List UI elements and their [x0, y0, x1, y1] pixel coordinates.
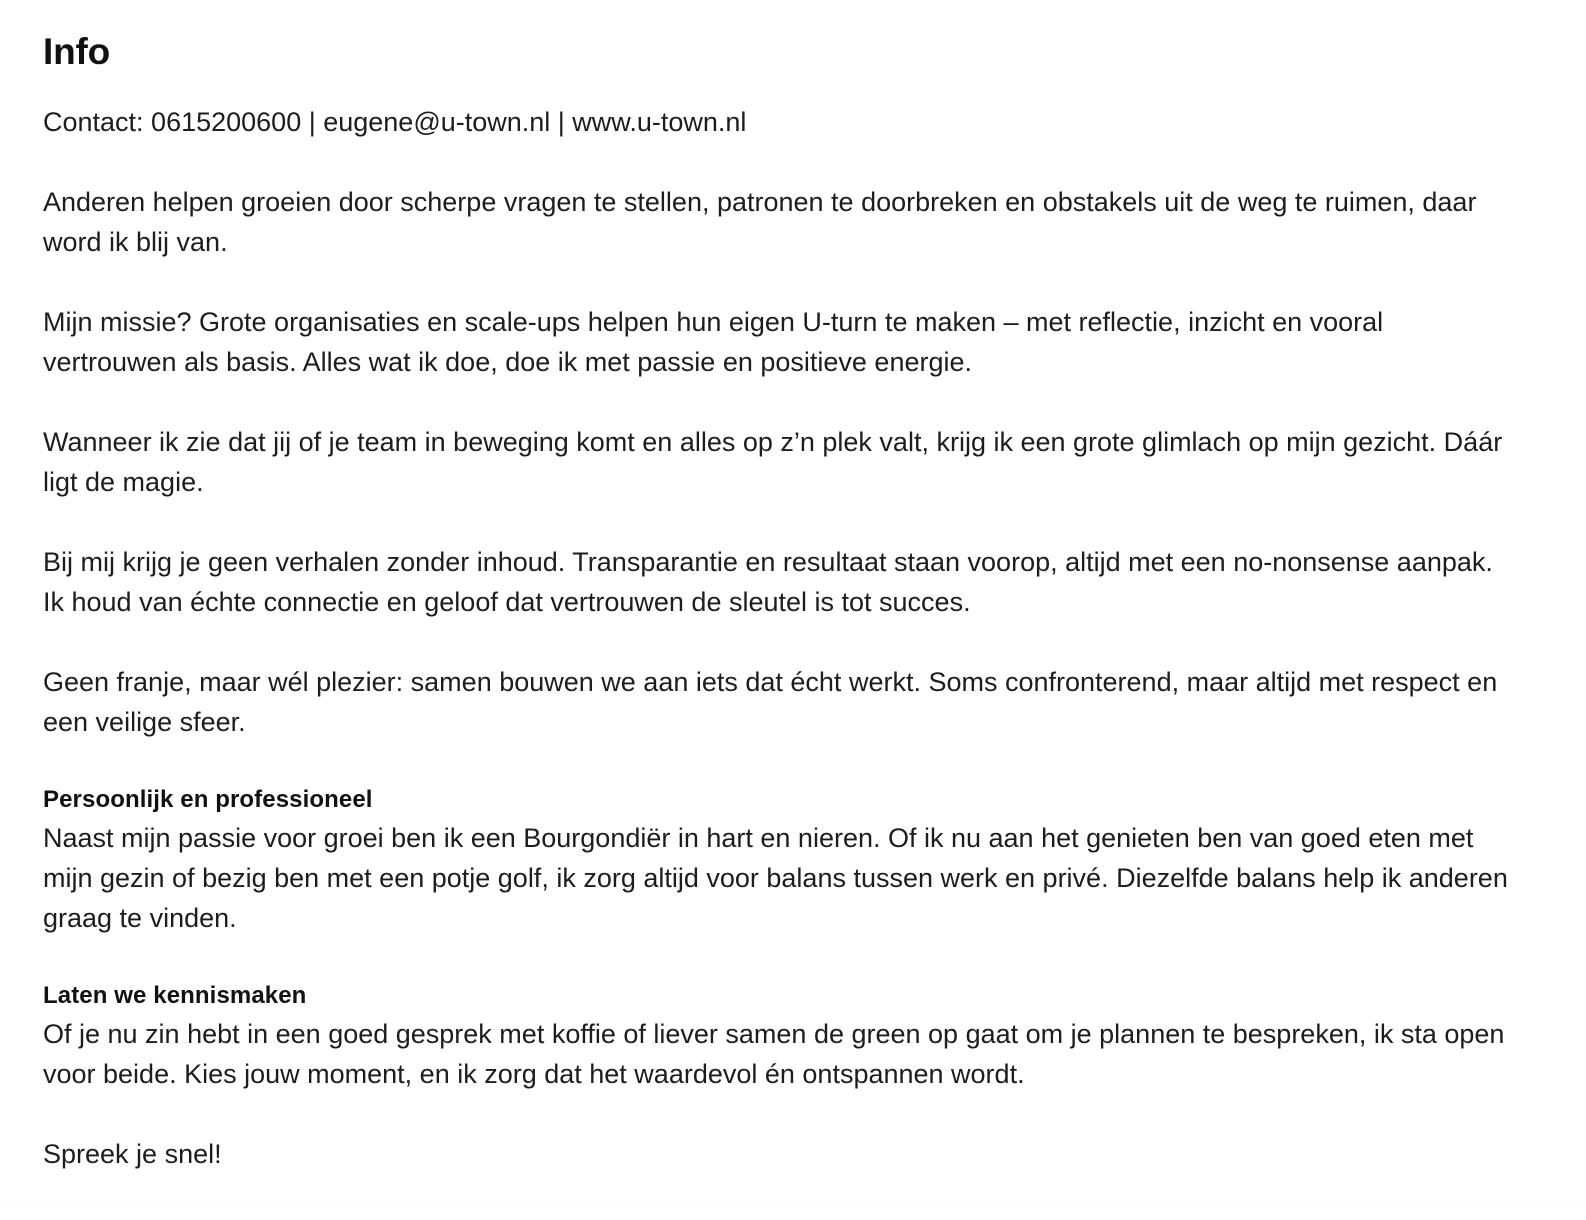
paragraph-magic: Wanneer ik zie dat jij of je team in beweging komt en alles op z’n plek valt, krijg ik een grote glimlach op mijn gezicht. Dáár ligt de magie.: [43, 427, 1503, 497]
spacer: [43, 938, 1514, 978]
closing-line: Spreek je snel!: [43, 1139, 222, 1169]
spacer: [43, 502, 1514, 542]
bottom-divider: [0, 1202, 1586, 1203]
spacer: [43, 142, 1514, 182]
paragraph-atmosphere: Geen franje, maar wél plezier: samen bouwen we aan iets dat écht werkt. Soms confronterend, maar altijd met respect en een veilige sfeer.: [43, 667, 1498, 737]
paragraph-approach: Bij mij krijg je geen verhalen zonder inhoud. Transparantie en resultaat staan voorop, altijd met een no-nonsense aanpak. Ik houd van échte connectie en geloof dat vertrouwen de sleutel is tot succes.: [43, 547, 1493, 617]
paragraph-intro: Anderen helpen groeien door scherpe vragen te stellen, patronen te doorbreken en obstakels uit de weg te ruimen, daar word ik blij van.: [43, 187, 1477, 257]
section-lets-meet: [43, 978, 1514, 1094]
contact-line: Contact: 0615200600 | eugene@u-town.nl | www.u-town.nl: [43, 107, 747, 137]
page-title: Info: [43, 31, 111, 72]
section-body-personal-professional: Naast mijn passie voor groei ben ik een Bourgondiër in hart en nieren. Of ik nu aan het genieten ben van goed eten met mijn gezin of bezig ben met een potje golf, ik zorg altijd voor balans tussen werk en privé. Diezelfde balans help ik anderen graag te vinden.: [43, 823, 1508, 933]
section-heading-personal-professional: Persoonlijk en professioneel: [43, 786, 373, 813]
spacer: [43, 622, 1514, 662]
paragraph-mission: Mijn missie? Grote organisaties en scale-ups helpen hun eigen U-turn te maken – met reflectie, inzicht en vooral vertrouwen als basis. Alles wat ik doe, doe ik met passie en positieve energie.: [43, 307, 1384, 377]
spacer: [43, 382, 1514, 422]
section-heading-lets-meet: Laten we kennismaken: [43, 982, 307, 1009]
spacer: [43, 262, 1514, 302]
section-personal-professional: [43, 782, 1514, 938]
section-body-lets-meet: Of je nu zin hebt in een goed gesprek met koffie of liever samen de green op gaat om je plannen te bespreken, ik sta open voor beide. Kies jouw moment, en ik zorg dat het waardevol én ontspannen wordt.: [43, 1019, 1505, 1089]
spacer: [43, 1094, 1514, 1134]
spacer: [43, 742, 1514, 782]
